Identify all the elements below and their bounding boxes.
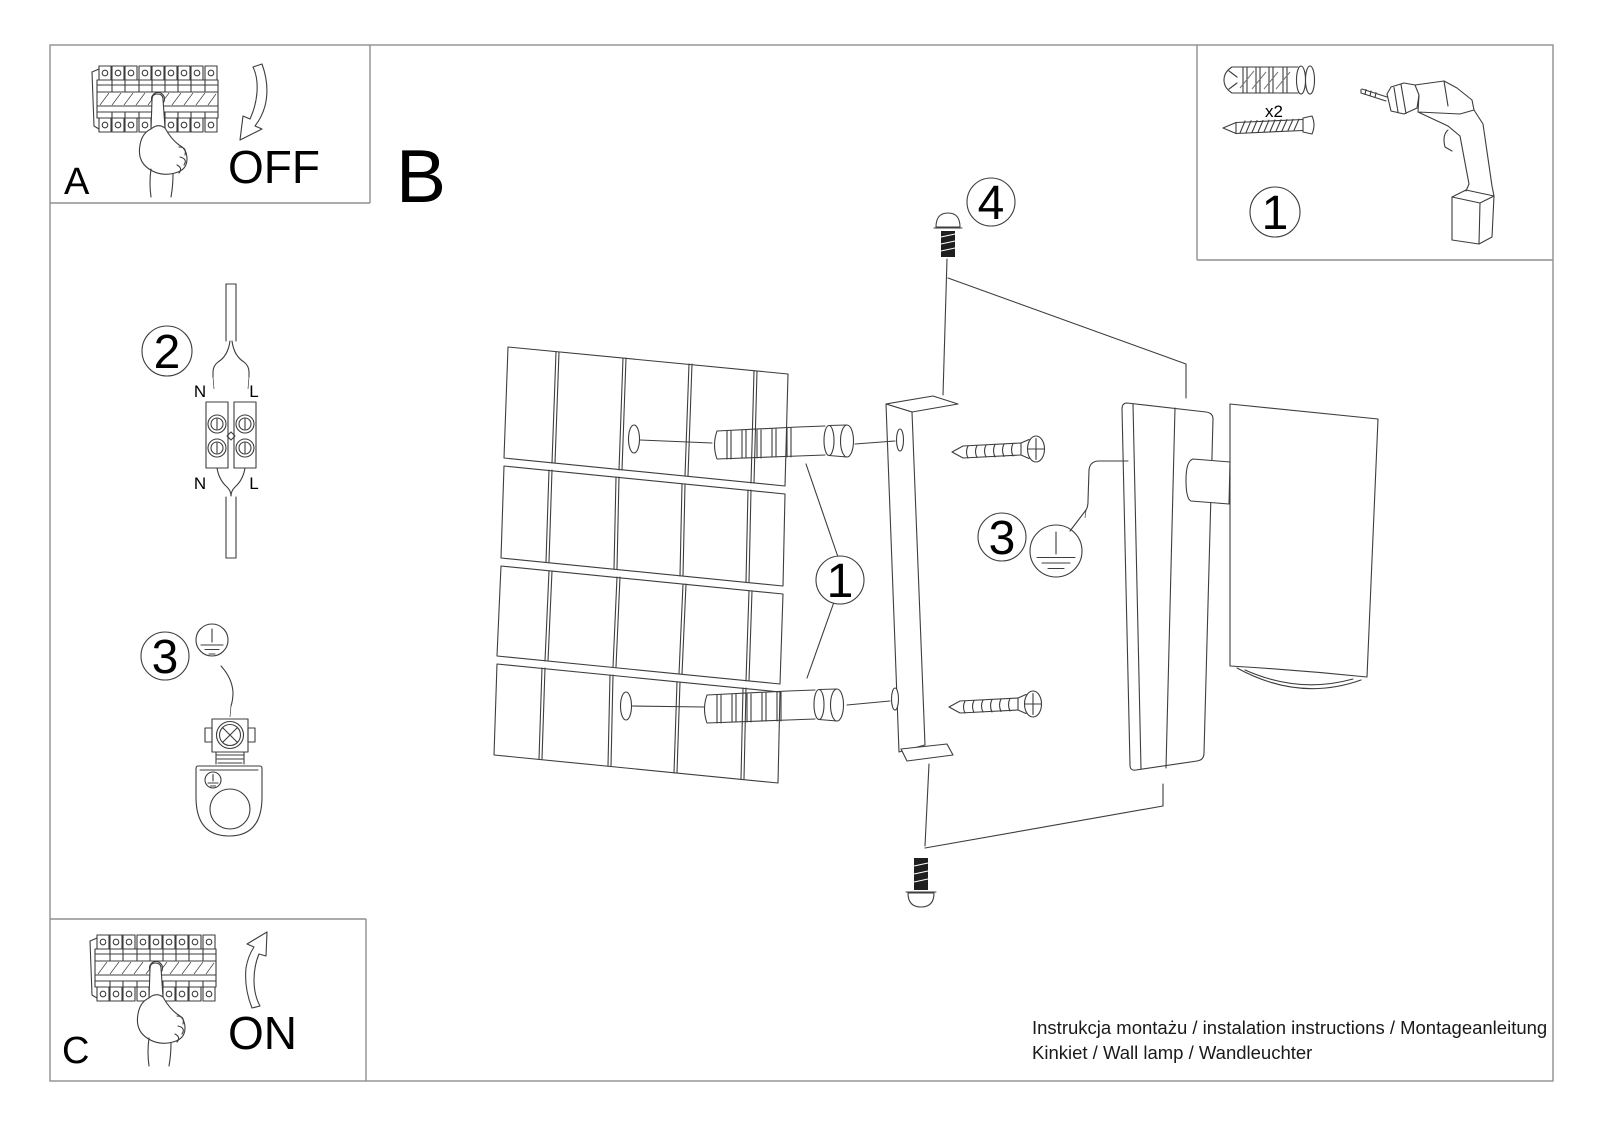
arrow-down-icon: [240, 64, 267, 140]
outlet-cable-icon: [217, 468, 245, 558]
step-2-number: 2: [153, 326, 181, 379]
footer-line-2: Kinkiet / Wall lamp / Wandleuchter: [1032, 1042, 1313, 1063]
grounding-step: [141, 624, 262, 836]
ground-wire-tip: [230, 706, 231, 717]
ground-wire: [1085, 461, 1128, 518]
wall-hole-bottom: [621, 692, 632, 720]
earth-ground-icon: [196, 624, 228, 656]
step-3-marker: [141, 631, 189, 684]
mounting-screw-bottom: [949, 691, 1042, 717]
l-label-top: L: [249, 382, 259, 401]
wiring-step: [142, 284, 259, 558]
step-c-label: C: [62, 1030, 90, 1072]
step-3-marker-assembly: [978, 512, 1026, 565]
bracket-slot-top: [897, 429, 904, 451]
step-c-power-on: [62, 932, 297, 1072]
step-1-marker: [1250, 187, 1300, 240]
footer-line-1: Instrukcja montażu / instalation instructions / Montageanleitung: [1032, 1017, 1548, 1038]
parts-box: [1223, 66, 1494, 244]
wall-plug-icon: [1224, 66, 1315, 94]
n-label-top: N: [193, 382, 207, 401]
ground-terminal-icon: [205, 719, 255, 764]
supply-cable-icon: [213, 284, 249, 389]
drill-icon: [1361, 81, 1494, 244]
l-label-bottom: L: [249, 474, 259, 493]
step-2-marker: [142, 326, 192, 379]
mounting-screw-top: [952, 436, 1045, 462]
wall-plug-top: [715, 425, 854, 459]
breaker-panel-icon: [92, 66, 218, 197]
n-label-bottom: N: [193, 474, 207, 493]
step-a-label: A: [64, 161, 90, 203]
section-label-b: B: [396, 134, 447, 218]
wall-hole-top: [629, 425, 640, 453]
breaker-panel-icon: [90, 935, 216, 1066]
step-1-number-assembly: 1: [826, 555, 854, 608]
plug-quantity-label: x2: [1265, 102, 1283, 121]
step-3-number-assembly: 3: [988, 512, 1016, 565]
exploded-view: [494, 177, 1378, 907]
step-4-number: 4: [977, 177, 1005, 230]
lamp-backplate: [1122, 403, 1213, 770]
arrow-up-icon: [246, 932, 267, 1008]
fixing-screw-top: [934, 213, 1186, 398]
bracket-slot-bottom: [892, 688, 899, 710]
fixing-screw-bottom: [906, 764, 1163, 907]
lamp-head: [1230, 404, 1378, 689]
step-4-marker: [967, 177, 1015, 230]
step-3-number: 3: [151, 631, 179, 684]
lamp-bracket-icon: [196, 766, 262, 836]
wall-plug-bottom: [705, 689, 844, 723]
tiled-wall: [494, 347, 788, 783]
earth-ground-icon-assembly: [1030, 510, 1086, 577]
lamp-arm: [1186, 459, 1230, 504]
ground-wire-icon: [221, 666, 233, 706]
terminal-block-icon: [206, 402, 256, 468]
step-1-marker-assembly: [816, 555, 864, 608]
off-label: OFF: [228, 141, 320, 193]
step-a-power-off: [64, 64, 320, 203]
on-label: ON: [228, 1007, 297, 1059]
step-1-number: 1: [1261, 187, 1289, 240]
